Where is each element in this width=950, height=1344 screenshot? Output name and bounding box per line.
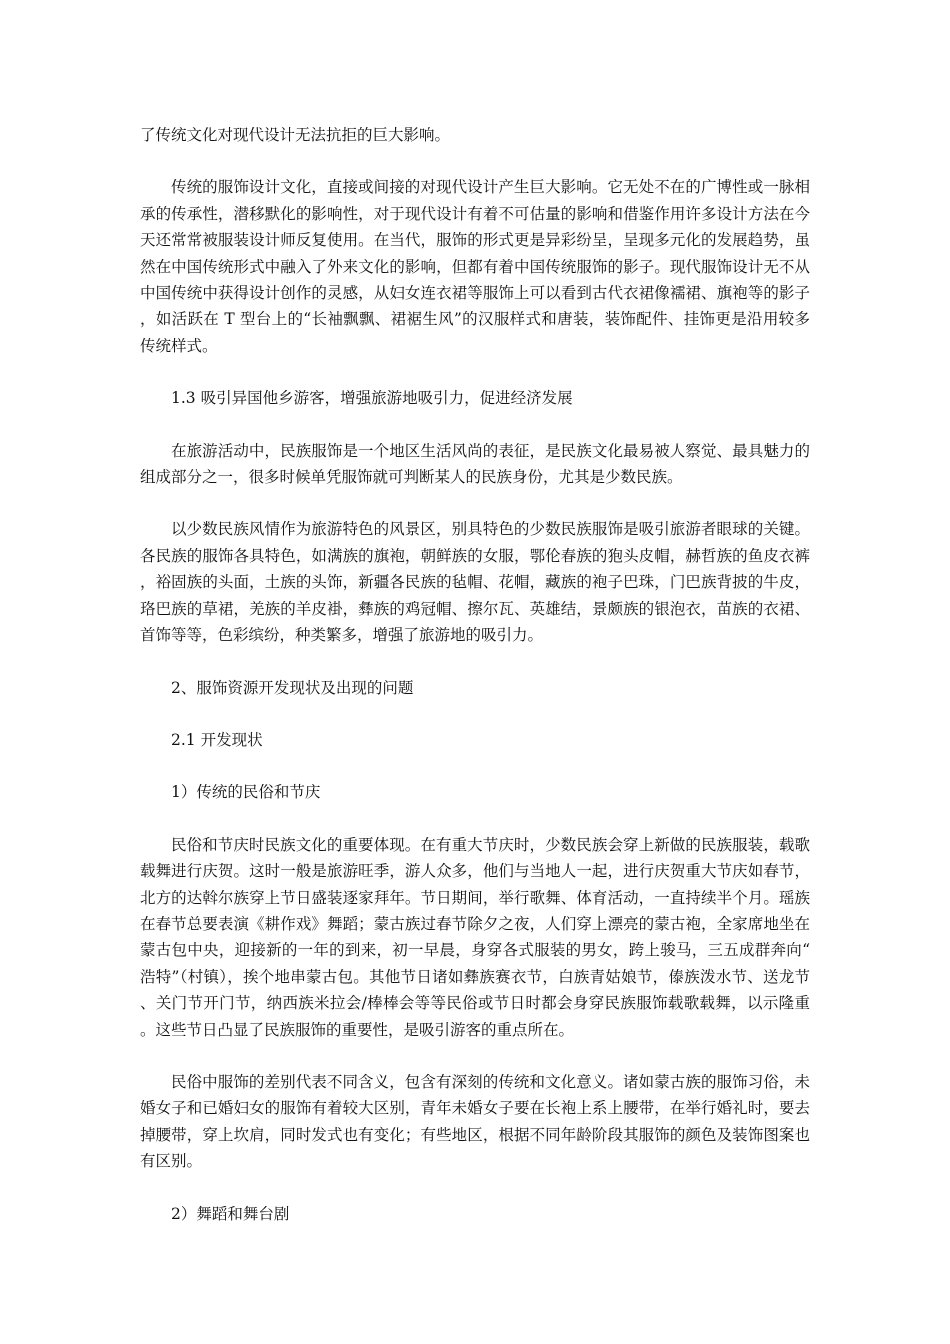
subsection-heading-folk-festivals: 1）传统的民俗和节庆 [171,783,321,802]
subsection-heading-dance-theater: 2）舞蹈和舞台剧 [171,1204,290,1223]
paragraph-ethnic-costumes: 以少数民族风情作为旅游特色的风景区，别具特色的少数民族服饰是吸引旅游者眼球的关键。各民族的服饰各具特色，如满族的旗袍，朝鲜族的女服，鄂伦春族的狍头皮帽，赫哲族的鱼皮衣裤，裕固族的头面，土族的头饰，新疆各民族的毡帽、花帽，藏族的袍子巴珠，门巴族背披的牛皮，珞巴族的草裙，羌族的羊皮褂，彝族的鸡冠帽、擦尔瓦、英雄结，景颇族的银泡衣，苗族的衣裙、首饰等等，色彩缤纷，种类繁多，增强了旅游地的吸引力。 [140,520,810,645]
document-body [140,122,810,1253]
section-heading-2: 2、服饰资源开发现状及出现的问题 [171,678,414,697]
section-heading-1-3: 1.3 吸引异国他乡游客，增强旅游地吸引力，促进经济发展 [171,389,573,408]
paragraph-traditional-design-influence: 传统的服饰设计文化，直接或间接的对现代设计产生巨大影响。它无处不在的广博性或一脉相承的传承性，潜移默化的影响性，对于现代设计有着不可估量的影响和借鉴作用许多设计方法在今天还常常被服装设计师反复使用。在当代，服饰的形式更是异彩纷呈，呈现多元化的发展趋势，虽然在中国传统形式中融入了外来文化的影响，但都有着中国传统服饰的影子。现代服饰设计无不从中国传统中获得设计创作的灵感，从妇女连衣裙等服饰上可以看到古代衣裙像襦裙、旗袍等的影子，如活跃在 T 型台上的“长袖飘飘、裙裾生风”的汉服样式和唐装，装饰配件、挂饰更是沿用较多传统样式。 [140,178,810,355]
paragraph-costume-differences: 民俗中服饰的差别代表不同含义，包含有深刻的传统和文化意义。诸如蒙古族的服饰习俗，未婚女子和已婚妇女的服饰有着较大区别，青年未婚女子要在长袍上系上腰带，在举行婚礼时，要去掉腰带，穿上坎肩，同时发式也有变化；有些地区，根据不同年龄阶段其服饰的颜色及装饰图案也有区别。 [140,1072,810,1171]
paragraph-festivals: 民俗和节庆时民族文化的重要体现。在有重大节庆时，少数民族会穿上新做的民族服装，载歌载舞进行庆贺。这时一般是旅游旺季，游人众多，他们与当地人一起，进行庆贺重大节庆如春节，北方的达斡尔族穿上节日盛装逐家拜年。节日期间，举行歌舞、体育活动，一直持续半个月。瑶族在春节总要表演《耕作戏》舞蹈；蒙古族过春节除夕之夜，人们穿上漂亮的蒙古袍，全家席地坐在蒙古包中央，迎接新的一年的到来，初一早晨，身穿各式服装的男女，跨上骏马，三五成群奔向“浩特”（村镇），挨个地串蒙古包。其他节日诸如彝族赛衣节，白族青姑娘节，傣族泼水节、送龙节、关门节开门节，纳西族米拉会/棒棒会等等民俗或节日时都会身穿民族服饰载歌载舞，以示隆重。这些节日凸显了民族服饰的重要性，是吸引游客的重点所在。 [140,835,810,1039]
paragraph-tourism-identity: 在旅游活动中，民族服饰是一个地区生活风尚的表征，是民族文化最易被人察觉、最具魅力的组成部分之一，很多时候单凭服饰就可判断某人的民族身份，尤其是少数民族。 [140,441,810,487]
paragraph-continuation: 了传统文化对现代设计无法抗拒的巨大影响。 [140,126,451,144]
section-heading-2-1: 2.1 开发现状 [171,730,263,749]
